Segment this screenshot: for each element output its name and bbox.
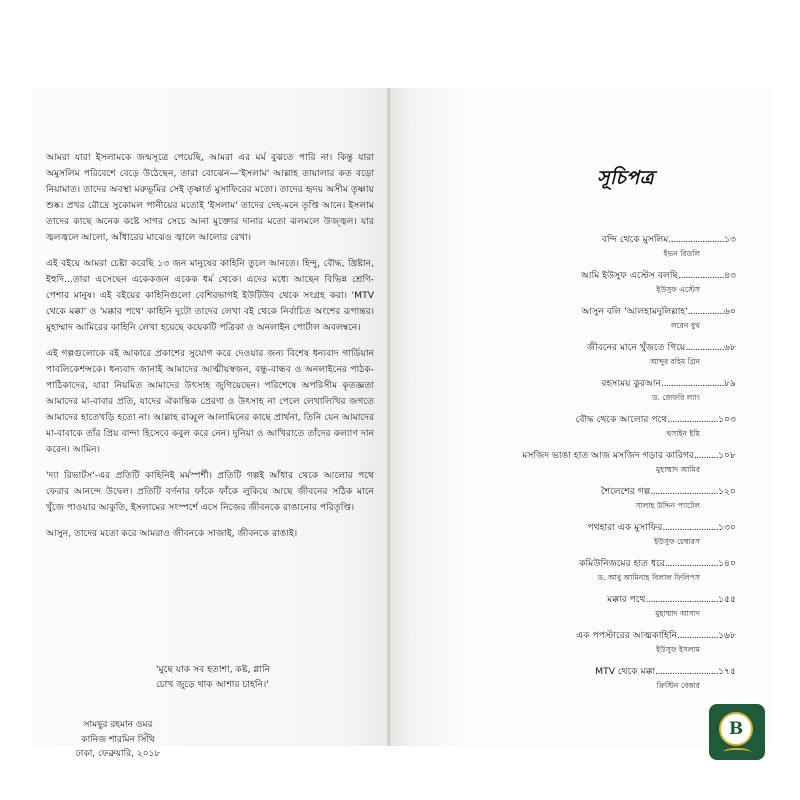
toc-line: [416, 520, 736, 535]
toc-title: শৈলেশের গল্প: [600, 486, 651, 497]
toc-entry: [416, 520, 736, 549]
toc-title: কমিউনিজমের হাত ধরে: [579, 558, 665, 569]
toc-leader-dots: ...................: [678, 270, 725, 281]
toc-leader-dots: ..............................: [645, 594, 719, 605]
toc-title: মসজিদ ভাঙা হাত আজ মসজিদ গড়ার কারিগর: [522, 450, 694, 461]
preface-text: [46, 150, 374, 552]
verse-line: 'মুছে যাক সব হতাশা, কষ্ট, গ্লানি: [156, 664, 271, 675]
toc-author: হুসাইন ইয়ি: [666, 429, 700, 438]
toc-page-number: ১৪০: [718, 558, 736, 569]
contents-title: সূচিপত্র: [597, 167, 655, 189]
author-signature: [60, 718, 176, 762]
toc-title: রহস্যময় কুরআন: [601, 378, 662, 389]
toc-title: বৌদ্ধ থেকে আলোর পথে: [575, 414, 668, 425]
toc-page-number: ১৩: [724, 234, 736, 245]
toc-leader-dots: .................: [676, 630, 719, 641]
toc-author: ক্রিস্টিন বেকার: [656, 681, 700, 690]
toc-leader-dots: ..........................: [661, 378, 725, 389]
preface-paragraph: এই গল্পগুলোকে বই আকারে প্রকাশের সুযোগ করে দেওয়ার জন্য বিশেষ ধন্যবাদ গার্ডিয়ান পাবলিকেশন্সকে। ধন্যবাদ জানাই আমাদের আত্মীয়স্বজন, বন্ধু-বান্ধব ও অনলাইনের পাঠক-পাঠিকাদের, যারা নিয়মিত আমাদের উৎসাহ জুগিয়েছেন। পরিশেষে অপরিসীম কৃতজ্ঞতা আমাদের মা-বাবার প্রতি, যাদের ঐকান্তিক প্রেরণা ও উৎসাহ না পেলে লেখালিখির জগতে আমাদের হাতেখড়ি হতো না। আল্লাহ রাব্বুল আলামিনের কাছে প্রার্থনা, তিনি যেন আমাদের মা-বাবাকে তাঁর প্রিয় বান্দা হিসেবে কবুল করে নেন। দুনিয়া ও আখিরাতে তাঁদের কল্যাণ দান করেন। আমিন।: [46, 348, 374, 455]
toc-title: পথহারা এক মুসাফির: [587, 522, 663, 533]
toc-author: ড. আবু আমিনাহ বিলাল ফিলিপস: [597, 573, 700, 582]
toc-page-number: ১০৩: [718, 414, 736, 425]
toc-author: লরেন বুথ: [671, 321, 700, 330]
toc-entry: [416, 268, 736, 297]
toc-page-number: ১৭৫: [718, 666, 736, 677]
toc-author: ইউসুফ এস্টেস: [656, 285, 700, 294]
toc-line: [416, 304, 736, 319]
toc-entry: [416, 232, 736, 261]
toc-entry: [416, 304, 736, 333]
toc-leader-dots: ............................: [650, 486, 719, 497]
toc-line: [416, 268, 736, 283]
toc-line: [416, 556, 736, 571]
toc-page-number: ৪৩: [724, 270, 736, 281]
toc-entry: [416, 664, 736, 693]
toc-entry: [416, 376, 736, 405]
toc-page-number: ৬০: [724, 306, 736, 317]
toc-author: ইউসুফ ইসলাম: [656, 645, 700, 654]
toc-entry: [416, 412, 736, 441]
toc-entry: [416, 556, 736, 585]
logo-letter: B: [728, 719, 744, 739]
toc-leader-dots: ..........: [693, 450, 719, 461]
toc-leader-dots: ......................: [664, 558, 719, 569]
verse-line: চোখ জুড়ে থাক আশার চাহনি।': [156, 679, 269, 690]
toc-author: মুহাম্মাদ আমির: [655, 465, 700, 474]
toc-line: [416, 664, 736, 679]
toc-entry: [416, 448, 736, 477]
toc-entry: [416, 592, 736, 621]
toc-author: মুহাম্মাদ আসাদ: [655, 609, 700, 618]
toc-title: মক্কার পথে: [607, 594, 646, 605]
publisher-logo: [709, 704, 765, 760]
toc-title: আসুন বলি 'আলহামদুলিল্লাহ': [581, 306, 688, 317]
open-book-icon: [723, 748, 751, 756]
toc-entry: [416, 484, 736, 513]
toc-author: আব্দুর রহিম গ্রিন: [649, 357, 700, 366]
book-spread: [32, 88, 772, 759]
preface-page: [32, 88, 390, 759]
toc-page-number: ১৬৮: [718, 630, 736, 641]
toc-page-number: ৬৮: [724, 342, 736, 353]
toc-author: সালাহ উদ্দিন প্যাটেল: [635, 501, 700, 510]
toc-line: [416, 448, 736, 463]
contents-page: [390, 88, 772, 746]
preface-paragraph: আসুন, তাদের মতো করে আমরাও জীবনকে সাজাই, জীবনকে রাঙাই।: [46, 528, 298, 539]
toc-author: ইউসুফ চেম্বারস: [654, 537, 700, 546]
toc-page-number: ৮৯: [724, 378, 736, 389]
toc-title: এক পপস্টারের আত্মকাহিনি: [576, 630, 677, 641]
toc-leader-dots: ...............: [687, 306, 725, 317]
toc-author: ড. জেফরি ল্যাং: [652, 393, 700, 402]
preface-paragraph: এই বইয়ে আমরা চেষ্টা করেছি ১৩ জন মানুষের কাহিনি তুলে আনতে। হিন্দু, বৌদ্ধ, খ্রিষ্টান, ইহুদি...তারা এসেছেন একেকজন একেক ধর্ম থেকে। এদের মধ্যে আছেন বিভিন্ন শ্রেণি-পেশার মানুষ। এই বইয়ের কাহিনিগুলো বেশিরভাগই ইউটিউব থেকে সংগ্রহ করা। 'MTV থেকে মক্কা' ও 'মক্কার পথে' কাহিনি দুটো তাদের লেখা বই থেকে নির্বাচিত অংশের রূপান্তর। মুহাম্মাদ আমিরের কাহিনি লেখা হয়েছে কয়েকটি পত্রিকা ও অনলাইন পোর্টাল অবলম্বনে।: [46, 258, 374, 333]
toc-title: MTV থেকে মক্কা: [595, 666, 656, 677]
toc-entry: [416, 628, 736, 657]
toc-leader-dots: .......................: [662, 522, 719, 533]
toc-title: বন্দি থেকে মুসলিম: [601, 234, 669, 245]
place-date: ঢাকা, ফেব্রুয়ারি, ২০১৮: [75, 749, 161, 759]
toc-line: [416, 232, 736, 247]
quoted-verse: [156, 662, 270, 692]
toc-page-number: ১২০: [718, 486, 736, 497]
toc-line: [416, 628, 736, 643]
toc-page-number: ১৩০: [718, 522, 736, 533]
preface-paragraph: আমরা যারা ইসলামকে জন্মসূত্রে পেয়েছি, আমরা এর মর্ম বুঝতে পারি না। কিন্তু যারা অমুসলিম পরিবেশে বেড়ে উঠেছেন, তারা বোঝেন—'ইসলাম' আল্লাহ তায়ালার কত বড়ো নিয়ামাত। তাদের অবস্থা মরুভূমির সেই তৃষ্ণার্ত মুসাফিরের মতো। তাদের হৃদয় অসীম তৃষ্ণায় শুষ্ক। প্রখর রৌদ্রে সুকোমল পানীয়ের মতোই 'ইসলাম' তাদের দেহ-মনে তৃপ্তি আনে। ইসলাম তাদের কাছে অনেক কষ্টে সাগর সেচে আনা মুক্তোর দানার মতো ঝলমলে উজ্জ্বল। যার জ্বলজ্বলে আলো, আঁধারের মাঝেও জ্বালে আলোর রেখা।: [46, 152, 374, 243]
toc-line: [416, 376, 736, 391]
toc-line: [416, 412, 736, 427]
logo-emblem: [719, 712, 753, 746]
toc-title: জীবনের মানে খুঁজতে গিয়ে: [586, 342, 686, 353]
toc-page-number: ১০৮: [718, 450, 736, 461]
toc-entry: [416, 340, 736, 369]
toc-line: [416, 340, 736, 355]
toc-author: ইভন রিডলি: [663, 249, 700, 258]
author-name: কানিজ শারমিন সিঁথি: [81, 734, 155, 745]
toc-line: [416, 484, 736, 499]
toc-leader-dots: .....................: [667, 414, 719, 425]
toc-line: [416, 592, 736, 607]
toc-leader-dots: ..........................: [655, 666, 719, 677]
toc-leader-dots: ................: [685, 342, 725, 353]
toc-leader-dots: .......................: [668, 234, 725, 245]
toc-title: আমি ইউসুফ এস্টেস বলছি: [580, 270, 679, 281]
preface-paragraph: 'দ্যা রিভার্টস'-এর প্রতিটি কাহিনিই মর্মস্পর্শী। প্রতিটি গল্পই আঁধার থেকে আলোর পথে ফেরার আনন্দে উদ্বেল। প্রতিটি বর্ণনার ফাঁকে ফাঁকে লুকিয়ে আছে জীবনের সঠিক মানে খুঁজে পাওয়ার আকুতি, ইসলামের সংস্পর্শে এসে নিজের জীবনকে রাঙানোর পরিতৃপ্তি।: [46, 470, 374, 513]
author-name: সামছুর রহমান ওমর: [83, 720, 153, 730]
toc-page-number: ১৫৫: [718, 594, 736, 605]
